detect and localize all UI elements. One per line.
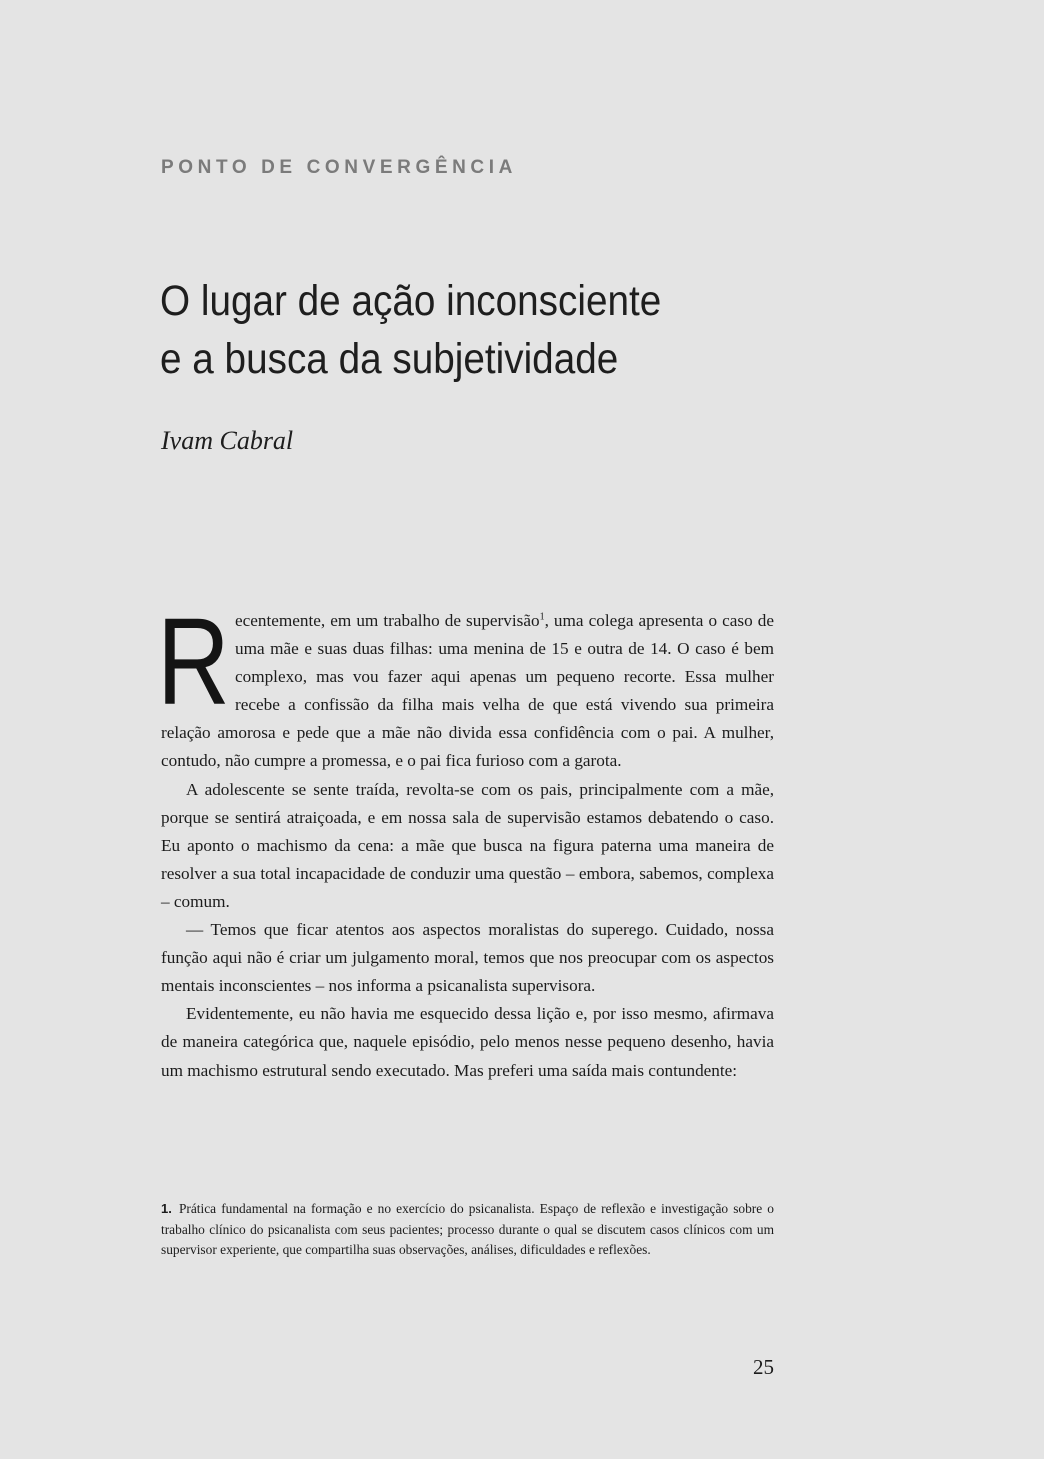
page-number: 25 xyxy=(753,1355,774,1379)
drop-cap: R xyxy=(157,594,230,731)
article-title-line-1: O lugar de ação inconsciente xyxy=(160,277,662,325)
article-body xyxy=(157,594,774,1085)
footnote-number: 1. xyxy=(161,1201,172,1216)
body-paragraph-2: A adolescente se sente traída, revolta-se com os pais, principalmente com a mãe, porque se sentirá atraiçoada, e em nossa sala de supervisão estamos debatendo o caso. Eu aponto o machismo da cena: a mãe que busca na figura paterna uma maneira de resolver a sua total incapacidade de conduzir uma questão – embora, sabemos, complexa – comum. xyxy=(161,779,774,911)
author-name: Ivam Cabral xyxy=(161,426,294,455)
body-paragraph-1-rest: , uma colega apresenta o caso de uma mãe e suas duas filhas: uma menina de 15 e outra de 14. O caso é bem complexo, mas vou fazer aqui apenas um pequeno recorte. Essa mulher recebe a confissão da filha mais velha de que está vivendo sua primeira relação amorosa e pede que a mãe não divida essa confidência com o pai. A mulher, contudo, não cumpre a promessa, e o pai fica furioso com a garota. xyxy=(161,611,774,771)
footnote-text: Prática fundamental na formação e no exercício do psicanalista. Espaço de reflexão e investigação sobre o trabalho clínico do psicanalista com seus pacientes; processo durante o qual se discutem casos clínicos com um supervisor experiente, que compartilha suas observações, análises, dificuldades e reflexões. xyxy=(161,1201,774,1257)
footnote xyxy=(161,1199,774,1261)
article-title-line-2: e a busca da subjetividade xyxy=(160,335,619,383)
article-title xyxy=(160,272,661,388)
body-paragraph-1-text: ecentemente, em um trabalho de supervisão xyxy=(235,611,540,630)
footnote-reference[interactable]: 1 xyxy=(539,611,545,623)
section-label: PONTO DE CONVERGÊNCIA xyxy=(161,157,517,178)
body-paragraph-4: Evidentemente, eu não havia me esquecido dessa lição e, por isso mesmo, afirmava de maneira categórica que, naquele episódio, pelo menos nesse pequeno desenho, havia um machismo estrutural sendo executado. Mas preferi uma saída mais contundente: xyxy=(161,1004,774,1080)
body-paragraph-1 xyxy=(157,594,774,776)
body-paragraph-3: — Temos que ficar atentos aos aspectos moralistas do superego. Cuidado, nossa função aqui não é criar um julgamento moral, temos que nos preocupar com os aspectos mentais inconscientes – nos informa a psicanalista supervisora. xyxy=(161,920,774,996)
